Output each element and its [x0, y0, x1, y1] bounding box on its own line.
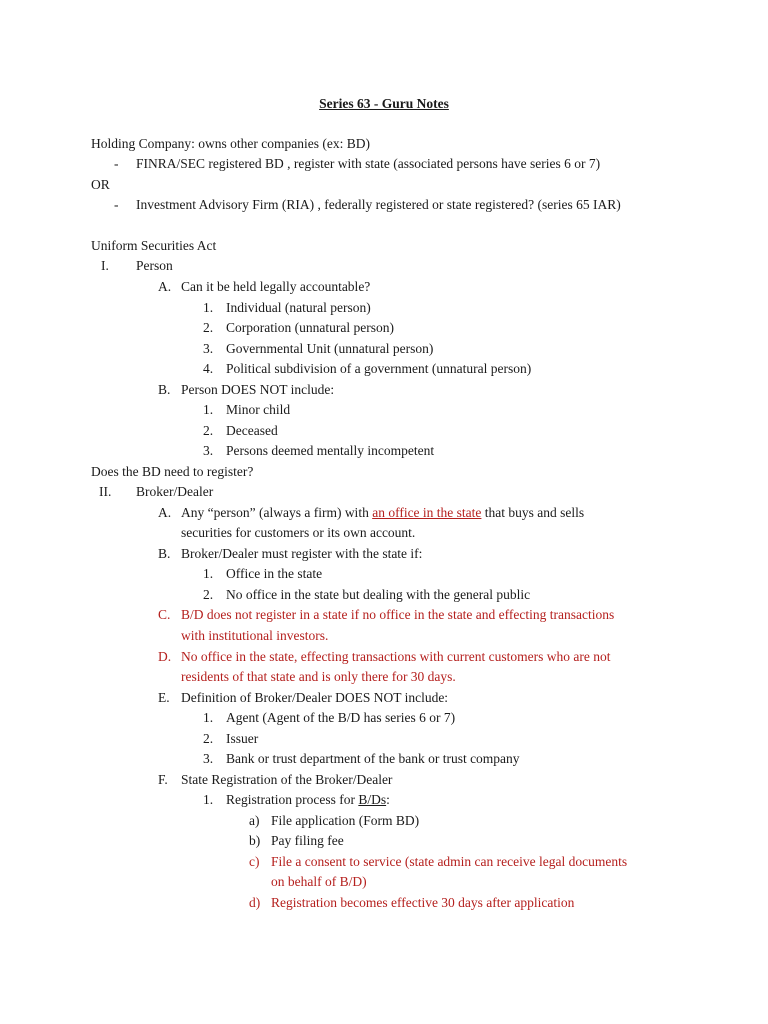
- list-number: 2.: [203, 587, 214, 602]
- list-number: 1.: [203, 710, 214, 725]
- outline-marker: F.: [158, 772, 168, 787]
- outline-marker: I.: [101, 258, 109, 273]
- text-run: Registration process for: [226, 792, 359, 807]
- sub-list-item: Pay filing fee: [271, 833, 344, 848]
- sub-list-item: File a consent to service (state admin can receive legal documents: [271, 854, 628, 869]
- text-run: that buys and sells: [481, 505, 585, 520]
- list-number: 1.: [203, 300, 214, 315]
- text-run: :: [386, 792, 390, 807]
- underlined-term: B/Ds: [358, 792, 387, 807]
- outline-item-text: No office in the state, effecting transactions with current customers who are not: [181, 649, 611, 664]
- sub-list-letter: a): [249, 813, 260, 828]
- outline-item-broker-dealer: Broker/Dealer: [136, 484, 214, 499]
- outline-item: State Registration of the Broker/Dealer: [181, 772, 393, 787]
- sub-list-letter: c): [249, 854, 260, 869]
- outline-item: Broker/Dealer must register with the state if:: [181, 546, 423, 561]
- list-item: [226, 790, 390, 810]
- list-item: No office in the state but dealing with the general public: [226, 587, 531, 602]
- list-number: 2.: [203, 423, 214, 438]
- outline-item: Can it be held legally accountable?: [181, 279, 371, 294]
- bullet-dash: -: [114, 197, 119, 212]
- sub-list-item: Registration becomes effective 30 days after application: [271, 895, 575, 910]
- holding-company-intro: Holding Company: owns other companies (ex: BD): [91, 136, 370, 151]
- list-number: 1.: [203, 792, 214, 807]
- outline-item-text: residents of that state and is only there for 30 days.: [181, 669, 456, 684]
- list-item: Governmental Unit (unnatural person): [226, 341, 434, 356]
- outline-item-person: Person: [136, 258, 173, 273]
- sub-list-letter: b): [249, 833, 261, 848]
- outline-item: Person DOES NOT include:: [181, 382, 335, 397]
- outline-marker: E.: [158, 690, 170, 705]
- outline-marker: C.: [158, 607, 171, 622]
- outline-marker: B.: [158, 546, 171, 561]
- outline-marker: A.: [158, 279, 172, 294]
- list-number: 1.: [203, 566, 214, 581]
- list-item: Deceased: [226, 423, 278, 438]
- list-item: Corporation (unnatural person): [226, 320, 394, 335]
- outline-marker: B.: [158, 382, 171, 397]
- highlighted-phrase: an office in the state: [372, 505, 482, 520]
- list-number: 3.: [203, 751, 214, 766]
- list-item: Office in the state: [226, 566, 323, 581]
- list-number: 3.: [203, 443, 214, 458]
- list-number: 2.: [203, 320, 214, 335]
- list-number: 1.: [203, 402, 214, 417]
- section-heading: Uniform Securities Act: [91, 238, 217, 253]
- list-number: 3.: [203, 341, 214, 356]
- list-number: 2.: [203, 731, 214, 746]
- outline-marker: D.: [158, 649, 172, 664]
- bullet-dash: -: [114, 156, 119, 171]
- outline-item-text: securities for customers or its own account.: [181, 525, 416, 540]
- or-label: OR: [91, 177, 110, 192]
- outline-item: Definition of Broker/Dealer DOES NOT include:: [181, 690, 449, 705]
- list-item: Political subdivision of a government (unnatural person): [226, 361, 532, 376]
- outline-item-text: with institutional investors.: [181, 628, 329, 643]
- outline-item-text: [181, 503, 584, 523]
- list-item: Individual (natural person): [226, 300, 371, 315]
- list-item: Issuer: [226, 731, 259, 746]
- question-text: Does the BD need to register?: [91, 464, 254, 479]
- outline-item-text: B/D does not register in a state if no office in the state and effecting transactions: [181, 607, 615, 622]
- list-item: Persons deemed mentally incompetent: [226, 443, 435, 458]
- outline-marker: II.: [99, 484, 112, 499]
- list-number: 4.: [203, 361, 214, 376]
- list-item: Bank or trust department of the bank or trust company: [226, 751, 520, 766]
- list-item: Minor child: [226, 402, 291, 417]
- holding-item-ria: Investment Advisory Firm (RIA) , federally registered or state registered? (series 65 IAR): [136, 197, 621, 212]
- sub-list-item: on behalf of B/D): [271, 874, 367, 889]
- list-item: Agent (Agent of the B/D has series 6 or 7): [226, 710, 456, 725]
- text-run: Any “person” (always a firm) with: [181, 505, 373, 520]
- sub-list-letter: d): [249, 895, 261, 910]
- outline-marker: A.: [158, 505, 172, 520]
- sub-list-item: File application (Form BD): [271, 813, 420, 828]
- holding-item-finra: FINRA/SEC registered BD , register with state (associated persons have series 6 or 7): [136, 156, 601, 171]
- document-title: Series 63 - Guru Notes: [319, 96, 449, 111]
